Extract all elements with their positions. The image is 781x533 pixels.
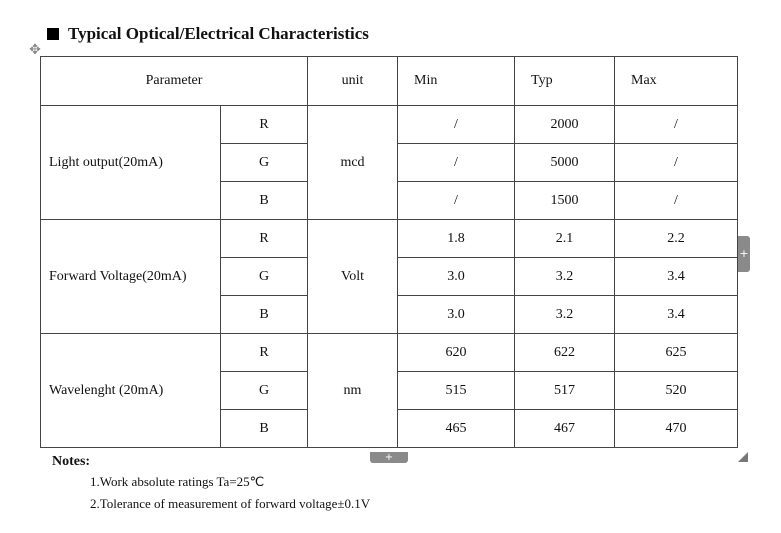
color-cell[interactable]: G xyxy=(221,258,308,296)
add-column-button[interactable] xyxy=(738,236,750,272)
table-row xyxy=(41,220,738,258)
unit-cell[interactable]: nm xyxy=(308,334,398,448)
typ-cell[interactable]: 2.1 xyxy=(515,220,615,258)
typ-cell[interactable]: 622 xyxy=(515,334,615,372)
typ-cell[interactable]: 3.2 xyxy=(515,296,615,334)
max-cell[interactable]: 520 xyxy=(615,372,738,410)
move-handle-icon[interactable]: ✥ xyxy=(29,42,41,58)
color-cell[interactable]: B xyxy=(221,296,308,334)
header-parameter[interactable]: Parameter xyxy=(41,57,308,106)
min-cell[interactable]: / xyxy=(398,106,515,144)
min-cell[interactable]: / xyxy=(398,144,515,182)
table-row xyxy=(41,106,738,144)
note-item: 2.Tolerance of measurement of forward voltage±0.1V xyxy=(90,496,371,511)
table-row xyxy=(41,334,738,372)
typ-cell[interactable]: 3.2 xyxy=(515,258,615,296)
parameter-cell[interactable]: Wavelenght (20mA) xyxy=(41,334,221,448)
max-cell[interactable]: / xyxy=(615,144,738,182)
add-row-button[interactable] xyxy=(370,452,408,463)
header-row xyxy=(41,57,738,106)
min-cell[interactable]: 3.0 xyxy=(398,296,515,334)
header-typ[interactable]: Typ xyxy=(515,57,615,106)
min-cell[interactable]: 515 xyxy=(398,372,515,410)
typ-cell[interactable]: 5000 xyxy=(515,144,615,182)
min-cell[interactable]: / xyxy=(398,182,515,220)
unit-cell[interactable]: Volt xyxy=(308,220,398,334)
note-item: 1.Work absolute ratings Ta=25℃ xyxy=(90,474,265,489)
header-min[interactable]: Min xyxy=(398,57,515,106)
max-cell[interactable]: / xyxy=(615,182,738,220)
notes-label: Notes: xyxy=(52,454,91,469)
plus-icon: + xyxy=(739,247,749,260)
typ-cell[interactable]: 467 xyxy=(515,410,615,448)
max-cell[interactable]: / xyxy=(615,106,738,144)
resize-corner-icon[interactable] xyxy=(738,452,748,462)
max-cell[interactable]: 3.4 xyxy=(615,258,738,296)
color-cell[interactable]: G xyxy=(221,144,308,182)
max-cell[interactable]: 2.2 xyxy=(615,220,738,258)
color-cell[interactable]: R xyxy=(221,334,308,372)
typ-cell[interactable]: 1500 xyxy=(515,182,615,220)
color-cell[interactable]: R xyxy=(221,106,308,144)
min-cell[interactable]: 1.8 xyxy=(398,220,515,258)
min-cell[interactable]: 465 xyxy=(398,410,515,448)
max-cell[interactable]: 625 xyxy=(615,334,738,372)
typ-cell[interactable]: 517 xyxy=(515,372,615,410)
header-unit[interactable]: unit xyxy=(308,57,398,106)
black-square-icon xyxy=(47,28,59,40)
section-title xyxy=(47,24,369,44)
typ-cell[interactable]: 2000 xyxy=(515,106,615,144)
color-cell[interactable]: B xyxy=(221,410,308,448)
min-cell[interactable]: 620 xyxy=(398,334,515,372)
min-cell[interactable]: 3.0 xyxy=(398,258,515,296)
characteristics-table xyxy=(40,56,738,448)
parameter-cell[interactable]: Light output(20mA) xyxy=(41,106,221,220)
plus-icon: + xyxy=(384,452,394,463)
section-title-text: Typical Optical/Electrical Characteristics xyxy=(68,24,369,43)
header-max[interactable]: Max xyxy=(615,57,738,106)
color-cell[interactable]: G xyxy=(221,372,308,410)
parameter-cell[interactable]: Forward Voltage(20mA) xyxy=(41,220,221,334)
color-cell[interactable]: R xyxy=(221,220,308,258)
max-cell[interactable]: 470 xyxy=(615,410,738,448)
unit-cell[interactable]: mcd xyxy=(308,106,398,220)
max-cell[interactable]: 3.4 xyxy=(615,296,738,334)
color-cell[interactable]: B xyxy=(221,182,308,220)
